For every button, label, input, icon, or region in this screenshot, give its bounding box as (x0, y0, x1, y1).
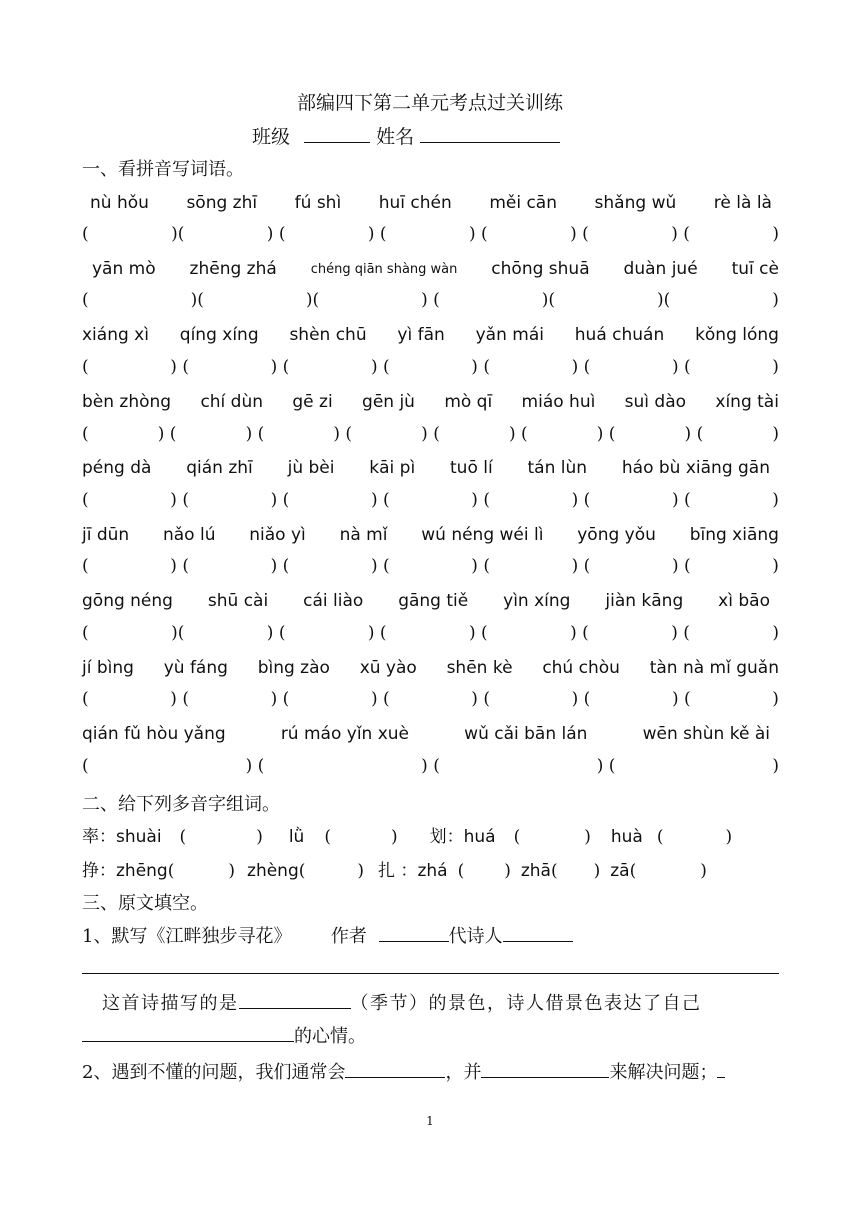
question-1-paragraph-cont (82, 1022, 366, 1048)
bracket: ) ( (671, 357, 691, 377)
bracket-row-5 (82, 490, 779, 510)
pinyin-word: cái liào (303, 591, 364, 611)
bracket-row-9 (82, 756, 779, 776)
pinyin-row-3 (82, 325, 779, 345)
section-1-heading: 一、看拼音写词语。 (82, 159, 244, 180)
bracket-row-2 (82, 290, 779, 310)
bracket: ) ( (170, 689, 189, 709)
question-1 (82, 922, 573, 948)
q2-blank-1[interactable] (345, 1059, 445, 1078)
bracket: ) ( (270, 689, 290, 709)
pinyin-word: péng dà (82, 458, 152, 478)
pinyin-word: háo bù xiāng gān (621, 458, 770, 478)
pinyin-word: shǎng wǔ (594, 193, 677, 213)
bracket: ) ( (571, 689, 591, 709)
bracket: ) (772, 290, 779, 310)
bracket: ) ( (333, 424, 353, 444)
pinyin-row-6 (82, 525, 779, 545)
pinyin-word: gēn jù (362, 392, 415, 412)
reading: shuài (116, 827, 162, 847)
pinyin-word: chōng shuā (491, 259, 590, 279)
pinyin-word: bīng xiāng (689, 525, 779, 545)
bracket[interactable]: ( (629, 861, 637, 881)
para-text-b: （季节）的景色，诗人借景色表达了自己 (350, 993, 702, 1014)
reading: zhá (417, 861, 448, 881)
question-1-prefix: 1、默写《江畔独步寻花》 (82, 926, 292, 947)
bracket: ( (82, 556, 89, 576)
section-2-heading: 二、给下列多音字组词。 (82, 794, 280, 815)
reading: zhēng (116, 861, 168, 881)
bracket: )( (171, 224, 185, 244)
reading: huà (610, 827, 643, 847)
author-label: 作者 (330, 926, 367, 947)
bracket: ( (82, 424, 89, 444)
page-number: 1 (426, 1114, 434, 1128)
pinyin-word: tuō lí (450, 458, 493, 478)
bracket-row-7 (82, 623, 779, 643)
bracket: ) (357, 861, 365, 881)
bracket: ) (725, 827, 733, 847)
reading: huá (463, 827, 496, 847)
pinyin-row-9 (82, 724, 770, 744)
bracket: )( (171, 623, 185, 643)
pinyin-word: nù hǒu (90, 193, 149, 213)
pinyin-word: yōng yǒu (577, 525, 656, 545)
bracket: ) ( (471, 556, 490, 576)
pinyin-word: bèn zhòng (82, 392, 172, 412)
bracket: ) ( (370, 556, 390, 576)
bracket: ) ( (370, 490, 390, 510)
bracket: ) (772, 224, 779, 244)
class-blank[interactable] (304, 122, 370, 143)
bracket: ) ( (571, 357, 591, 377)
bracket: ) (772, 490, 779, 510)
pinyin-word: měi cān (489, 193, 557, 213)
para-text-a: 这首诗描写的是 (102, 993, 239, 1014)
pinyin-word: xiáng xì (82, 325, 149, 345)
bracket: ( (82, 357, 89, 377)
bracket: ) ( (571, 556, 591, 576)
pinyin-word: kǒng lóng (695, 325, 779, 345)
bracket: ) ( (508, 424, 528, 444)
pinyin-word: rè là là (713, 193, 772, 213)
pinyin-word: qián zhī (186, 458, 253, 478)
duoyin-char: 扎 ： (378, 861, 418, 881)
bracket: ) ( (671, 490, 691, 510)
reading: zhā (520, 861, 551, 881)
bracket: ( (82, 290, 89, 310)
bracket: )( (541, 290, 556, 310)
duoyin-row-1 (82, 822, 779, 847)
bracket-row-6 (82, 556, 779, 576)
pinyin-word: chú chòu (542, 658, 620, 678)
pinyin-word: wú néng wéi lì (421, 525, 544, 545)
duoyin-row-2 (82, 856, 779, 881)
era-label: 代诗人 (448, 926, 503, 947)
bracket: ) ( (570, 224, 589, 244)
bracket: ( (82, 623, 89, 643)
pinyin-row-1 (90, 193, 772, 213)
bracket: ) ( (270, 357, 290, 377)
pinyin-word: tán lùn (527, 458, 588, 478)
pinyin-word: jù bèi (287, 458, 335, 478)
pinyin-word: tuī cè (731, 259, 779, 279)
pinyin-word: wǔ cǎi bān lán (464, 724, 588, 744)
bracket-row-8 (82, 689, 779, 709)
bracket: ) (772, 623, 779, 643)
bracket: ) ( (170, 556, 189, 576)
q2-blank-2[interactable] (481, 1059, 609, 1078)
bracket: ( (82, 689, 89, 709)
para-text-c: 的心情。 (294, 1026, 366, 1047)
bracket: ) ( (671, 689, 691, 709)
pinyin-word: gāng tiě (398, 591, 469, 611)
bracket: ) ( (170, 357, 189, 377)
bracket: ) ( (571, 490, 591, 510)
bracket: ) ( (671, 556, 691, 576)
q2-text-c: 来解决问题； (609, 1062, 718, 1083)
pinyin-word: yìn xíng (503, 591, 571, 611)
bracket[interactable]: ( (167, 861, 175, 881)
bracket: ) ( (157, 424, 177, 444)
bracket: ) ( (170, 490, 189, 510)
q2-blank-3[interactable] (717, 1059, 725, 1078)
bracket: ( (82, 490, 89, 510)
poem-writing-line[interactable] (82, 973, 779, 974)
bracket: ) (390, 827, 398, 847)
bracket: ) (772, 424, 779, 444)
pinyin-word: yì fān (397, 325, 445, 345)
duoyin-char: 率： (82, 827, 116, 847)
bracket[interactable]: ( (513, 827, 521, 847)
bracket: ) ( (469, 623, 488, 643)
pinyin-word: kāi pì (369, 458, 416, 478)
mood-blank[interactable] (82, 1023, 294, 1042)
pinyin-word: sōng zhī (186, 193, 258, 213)
pinyin-word: jiàn kāng (605, 591, 684, 611)
pinyin-word: huá chuán (574, 325, 665, 345)
pinyin-word: jī dūn (82, 525, 130, 545)
bracket: ) (256, 827, 263, 847)
bracket[interactable]: ( (324, 827, 331, 847)
question-2 (82, 1058, 725, 1084)
bracket: ) ( (684, 424, 704, 444)
author-blank[interactable] (379, 923, 449, 942)
class-name-line (252, 122, 560, 149)
bracket: ) (772, 689, 779, 709)
pinyin-word: qián fǔ hòu yǎng (82, 724, 226, 744)
pinyin-word: jí bìng (82, 658, 134, 678)
pinyin-word: gōng néng (82, 591, 173, 611)
bracket: ) ( (671, 623, 690, 643)
pinyin-row-5 (82, 458, 770, 478)
bracket: ( (82, 224, 89, 244)
pinyin-word: shèn chū (289, 325, 367, 345)
pinyin-word: wēn shùn kě ài (642, 724, 770, 744)
pinyin-word: mò qī (444, 392, 493, 412)
bracket: ) ( (469, 224, 488, 244)
bracket: )( (305, 290, 320, 310)
pinyin-word: miáo huì (521, 392, 596, 412)
pinyin-word: huī chén (378, 193, 452, 213)
bracket: ) ( (370, 689, 390, 709)
bracket: ) (700, 861, 707, 881)
pinyin-word: fú shì (294, 193, 342, 213)
bracket: ) ( (471, 490, 490, 510)
bracket-row-1 (82, 224, 779, 244)
pinyin-word: tàn nà mǐ guǎn (649, 658, 779, 678)
bracket: ) (772, 357, 779, 377)
bracket: ) ( (245, 424, 265, 444)
pinyin-word: xì bāo (718, 591, 770, 611)
pinyin-word: suì dào (624, 392, 687, 412)
bracket: ) ( (570, 623, 589, 643)
bracket[interactable]: ( (550, 861, 558, 881)
bracket: ) ( (270, 556, 290, 576)
reading: lǜ (288, 827, 305, 847)
bracket: ) ( (596, 424, 616, 444)
page-title: 部编四下第二单元考点过关训练 (296, 92, 563, 114)
bracket: )( (657, 290, 671, 310)
bracket[interactable]: ( (656, 827, 664, 847)
bracket: ) ( (421, 756, 440, 776)
bracket: ) ( (421, 424, 440, 444)
pinyin-row-8 (82, 658, 779, 678)
q2-text-b: ，并 (445, 1062, 482, 1083)
duoyin-char: 划： (429, 827, 464, 847)
bracket: ) ( (367, 623, 387, 643)
bracket: ) (772, 556, 779, 576)
pinyin-word: qíng xíng (179, 325, 259, 345)
name-blank[interactable] (420, 122, 560, 143)
class-label: 班级 (252, 126, 291, 148)
bracket: ) ( (596, 756, 616, 776)
bracket-row-4 (82, 424, 779, 444)
pinyin-word: zhēng zhá (189, 259, 277, 279)
bracket: ) (772, 756, 779, 776)
bracket[interactable]: ( (457, 861, 465, 881)
pinyin-row-7 (82, 591, 770, 611)
pinyin-word: yān mò (92, 259, 156, 279)
bracket: ) ( (471, 689, 490, 709)
bracket: )( (190, 290, 204, 310)
pinyin-row-4 (82, 392, 779, 412)
duoyin-char: 挣： (82, 861, 116, 881)
pinyin-word: duàn jué (623, 259, 698, 279)
bracket: ) (504, 861, 511, 881)
era-blank[interactable] (503, 923, 573, 942)
bracket: ) ( (471, 357, 490, 377)
question-1-paragraph (102, 989, 702, 1015)
bracket: ) (584, 827, 591, 847)
season-blank[interactable] (239, 990, 351, 1009)
pinyin-word: shēn kè (446, 658, 513, 678)
pinyin-word: chí dùn (200, 392, 264, 412)
reading: zhèng (247, 861, 299, 881)
name-label: 姓名 (376, 126, 415, 148)
bracket: ) (593, 861, 601, 881)
pinyin-word: nà mǐ (339, 525, 388, 545)
bracket: ) ( (421, 290, 440, 310)
pinyin-word: yù fáng (163, 658, 228, 678)
bracket[interactable]: ( (298, 861, 306, 881)
pinyin-word: yǎn mái (475, 325, 544, 345)
pinyin-word: xíng tài (715, 392, 779, 412)
pinyin-word: niǎo yì (249, 525, 306, 545)
bracket: ) (228, 861, 236, 881)
pinyin-word: bìng zào (257, 658, 330, 678)
bracket-row-3 (82, 357, 779, 377)
pinyin-word: rú máo yǐn xuè (280, 724, 410, 744)
bracket: ) ( (671, 224, 690, 244)
reading: zā (610, 861, 630, 881)
q2-text-a: 2、遇到不懂的问题，我们通常会 (82, 1062, 346, 1083)
bracket[interactable]: ( (179, 827, 187, 847)
bracket: ) ( (266, 623, 286, 643)
pinyin-word: xū yào (359, 658, 417, 678)
pinyin-word: chéng qiān shàng wàn (310, 262, 458, 277)
section-3-heading: 三、原文填空。 (82, 893, 208, 914)
bracket: ( (82, 756, 89, 776)
bracket: ) ( (367, 224, 387, 244)
bracket: ) ( (270, 490, 290, 510)
bracket: ) ( (245, 756, 265, 776)
bracket: ) ( (266, 224, 286, 244)
bracket: ) ( (370, 357, 390, 377)
pinyin-word: shū cài (207, 591, 269, 611)
pinyin-word: nǎo lú (162, 525, 216, 545)
pinyin-word: gē zi (292, 392, 333, 412)
pinyin-row-2 (92, 259, 779, 279)
